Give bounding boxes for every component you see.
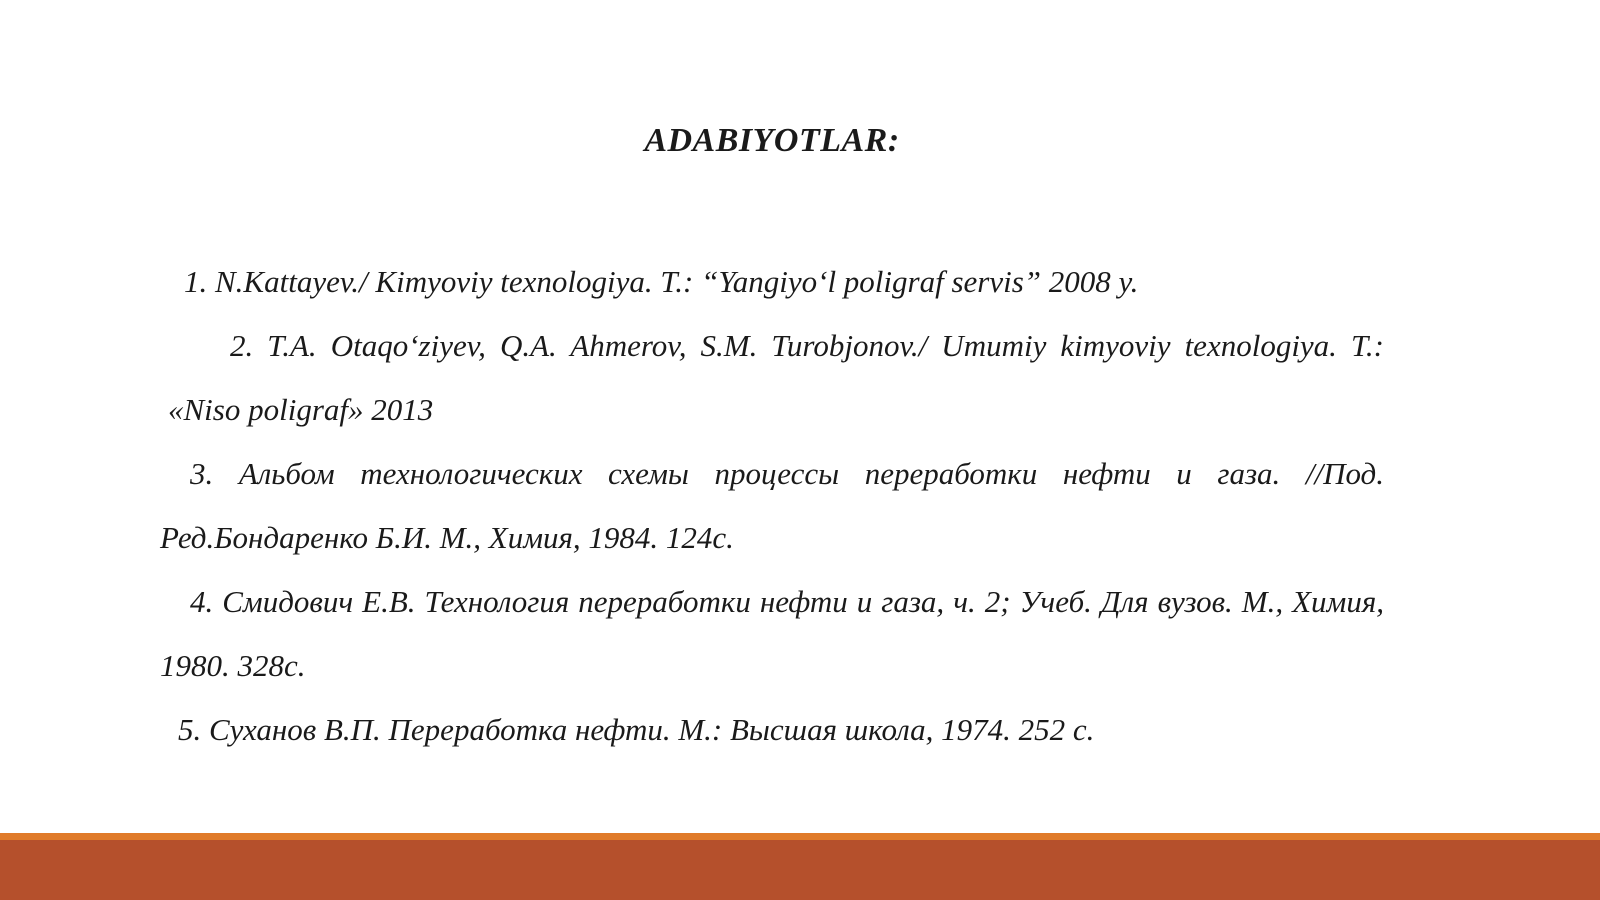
- slide-title: ADABIYOTLAR:: [644, 122, 900, 159]
- reference-item: 5. Суханов В.П. Переработка нефти. М.: Высшая школа, 1974. 252 с.: [178, 712, 1095, 747]
- footer-decorative-bar: [0, 833, 1600, 900]
- reference-item: 2. T.A. Otaqo‘ziyev, Q.A. Ahmerov, S.M. Turobjonov./ Umumiy kimyoviy texnologiya. T.: «Niso poligraf» 2013: [168, 328, 1384, 427]
- reference-item: 3. Альбом технологических схемы процессы переработки нефти и газа. //Под. Ред.Бондаренко Б.И. М., Химия, 1984. 124с.: [160, 456, 1384, 555]
- references-list: [160, 250, 1384, 762]
- reference-item: 1. N.Kattayev./ Kimyoviy texnologiya. T.: “Yangiyo‘l poligraf servis” 2008 y.: [184, 264, 1139, 299]
- reference-item: 4. Смидович Е.В. Технология переработки нефти и газа, ч. 2; Учеб. Для вузов. М., Химия, 1980. 328с.: [160, 584, 1384, 683]
